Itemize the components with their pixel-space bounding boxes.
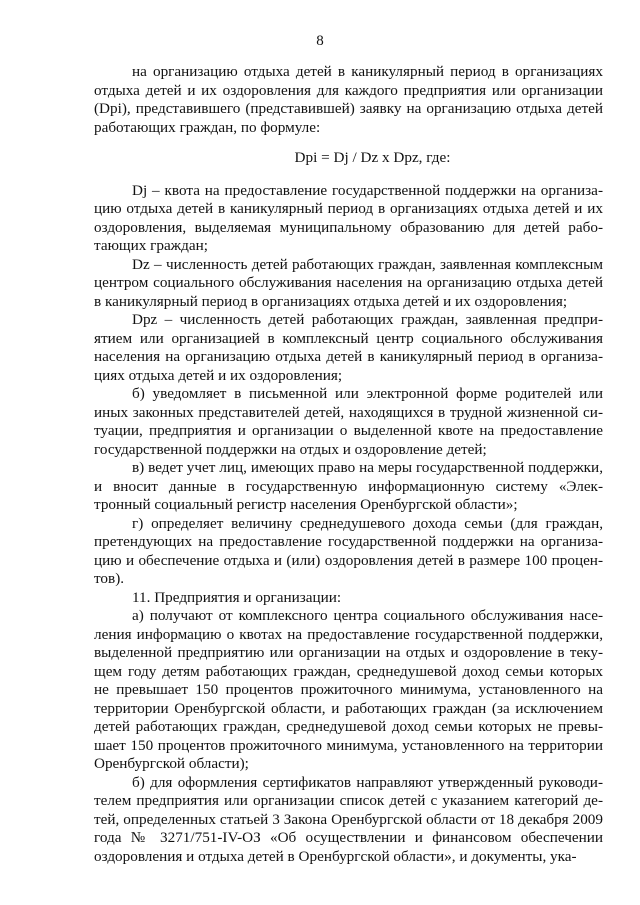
intro-paragraph: на организацию отдыха детей в каникулярный период в организациях отдыха детей и их оздоровления для каждого предприятия или организации (Dpi), представившего (представившей) заявку на организацию отдыха детей работающих граждан, по формуле: [94, 63, 603, 136]
paragraph: а) получают от комплексного центра социального обслуживания населения информацию о квотах на предоставление государственной поддержки, выделенной предприятию или организации на отдых и оздоровление в текущем году детям работающих граждан, среднедушевой доход семьи которых не превышает 150 процентов прожиточного минимума, установленного на территории Оренбургской области, и работающих граждан (за исключением детей работающих граждан, среднедушевой доход семьи которых не превышает 150 процентов прожиточного минимума, установленного на территории Оренбургской области); [94, 607, 603, 772]
paragraph: Dpz – численность детей работающих граждан, заявленная предприятием или организацией в комплексный центр социального обслуживания населения на организацию отдыха детей в каникулярный период в организациях отдыха детей и их оздоровления; [94, 311, 603, 384]
page-number: 8 [316, 33, 324, 49]
formula-text: Dpi = Dj / Dz x Dpz, где: [294, 149, 451, 166]
paragraph: Dz – численность детей работающих граждан, заявленная комплексным центром социального обслуживания населения на организацию отдыха детей в каникулярный период в организациях отдыха детей и их оздоровления; [94, 255, 603, 310]
paragraph: Dj – квота на предоставление государственной поддержки на организацию отдыха детей в каникулярный период в организациях отдыха детей и их оздоровления, выделяемая муниципальному образованию для детей работающих граждан; [94, 181, 603, 254]
section-heading: 11. Предприятия и организации: [132, 588, 342, 606]
paragraph: г) определяет величину среднедушевого дохода семьи (для граждан, претендующих на предоставление государственной поддержки на организацию и обеспечение отдыха и (или) оздоровления детей в размере 100 процентов). [94, 514, 603, 587]
paragraph: б) уведомляет в письменной или электронной форме родителей или иных законных представителей детей, находящихся в трудной жизненной ситуации, предприятия и организации о выделенной квоте на предоставление государственной поддержки на отдых и оздоровление детей; [94, 385, 603, 458]
formula [94, 149, 603, 168]
document-body [94, 63, 603, 866]
paragraph: б) для оформления сертификатов направляют утвержденный руководителем предприятия или организации список детей с указанием категорий детей, определенных статьей 3 Закона Оренбургской области от 18 декабря 2009 года № 3271/751-IV-ОЗ «Об осуществлении и финансовом обеспечении оздоровления и отдыха детей в Оренбургской области», и документы, ука- [94, 773, 603, 865]
paragraph: в) ведет учет лиц, имеющих право на меры государственной поддержки, и вносит данные в государственную информационную систему «Электронный социальный регистр населения Оренбургской области»; [94, 459, 603, 513]
